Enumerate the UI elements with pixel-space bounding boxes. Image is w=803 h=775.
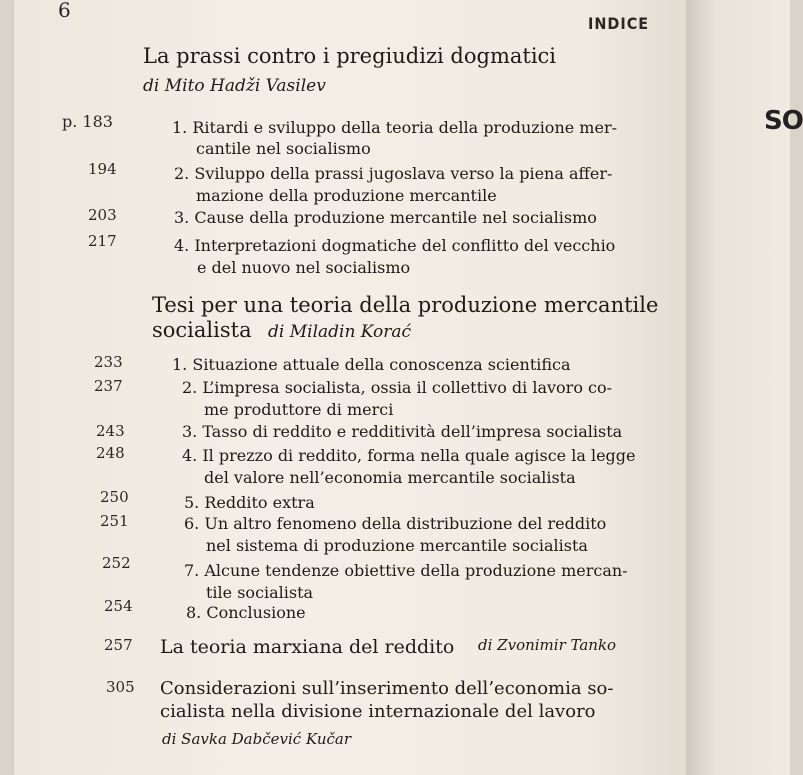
entry-line: 8. Conclusione bbox=[186, 603, 306, 622]
entry-line: me produttore di merci bbox=[204, 400, 394, 419]
entry-page: 237 bbox=[94, 377, 123, 395]
entry-page: p. 183 bbox=[62, 112, 113, 131]
entry-page: 243 bbox=[96, 422, 125, 440]
entry-line: 4. Interpretazioni dogmatiche del conflitto del vecchio bbox=[174, 236, 616, 255]
entry-page: 257 bbox=[104, 636, 133, 654]
section-author: di Miladin Korać bbox=[268, 322, 412, 342]
entry-line: 2. L’impresa socialista, ossia il collettivo di lavoro co- bbox=[182, 378, 613, 397]
entry-line: nel sistema di produzione mercantile socialista bbox=[206, 536, 588, 555]
entry-page: 203 bbox=[88, 206, 117, 224]
section-title: Tesi per una teoria della produzione mercantile bbox=[152, 293, 659, 317]
entry-line: 3. Cause della produzione mercantile nel socialismo bbox=[174, 208, 597, 227]
entry-line: del valore nell’economia mercantile socialista bbox=[204, 468, 576, 487]
section-title: La teoria marxiana del reddito bbox=[160, 636, 455, 658]
section-author: di Savka Dabčević Kučar bbox=[162, 730, 352, 748]
entry-page: 250 bbox=[100, 488, 129, 506]
section-title: socialista bbox=[152, 318, 252, 342]
running-header: INDICE bbox=[588, 14, 650, 33]
facing-page-fragment: SO bbox=[764, 106, 803, 136]
entry-page: 217 bbox=[88, 232, 117, 250]
page-number: 6 bbox=[58, 0, 71, 22]
entry-page: 252 bbox=[102, 554, 131, 572]
section-title: La prassi contro i pregiudizi dogmatici bbox=[143, 44, 557, 68]
entry-page: 194 bbox=[88, 160, 117, 178]
section-author: di Zvonimir Tanko bbox=[478, 636, 617, 654]
entry-line: tile socialista bbox=[206, 583, 314, 602]
entry-line: e del nuovo nel socialismo bbox=[197, 258, 411, 277]
entry-page: 305 bbox=[106, 678, 135, 696]
entry-line: 3. Tasso di reddito e redditività dell’impresa socialista bbox=[182, 422, 623, 441]
entry-line: 6. Un altro fenomeno della distribuzione del reddito bbox=[184, 514, 607, 533]
entry-page: 248 bbox=[96, 444, 125, 462]
entry-line: 1. Ritardi e sviluppo della teoria della produzione mer- bbox=[172, 118, 617, 137]
entry-page: 233 bbox=[94, 353, 123, 371]
entry-line: cantile nel socialismo bbox=[196, 139, 371, 158]
entry-page: 254 bbox=[104, 597, 133, 615]
entry-line: 5. Reddito extra bbox=[184, 493, 315, 512]
section-author: di Mito Hadži Vasilev bbox=[143, 76, 326, 96]
entry-line: mazione della produzione mercantile bbox=[196, 186, 497, 205]
entry-line: 4. Il prezzo di reddito, forma nella quale agisce la legge bbox=[182, 446, 636, 465]
entry-line: 7. Alcune tendenze obiettive della produzione mercan- bbox=[184, 561, 628, 580]
section-title: Considerazioni sull’inserimento dell’economia so- bbox=[160, 678, 614, 699]
section-title: cialista nella divisione internazionale del lavoro bbox=[160, 701, 596, 722]
entry-page: 251 bbox=[100, 512, 129, 530]
entry-line: 1. Situazione attuale della conoscenza scientifica bbox=[172, 355, 571, 374]
entry-line: 2. Sviluppo della prassi jugoslava verso la piena affer- bbox=[174, 164, 613, 183]
